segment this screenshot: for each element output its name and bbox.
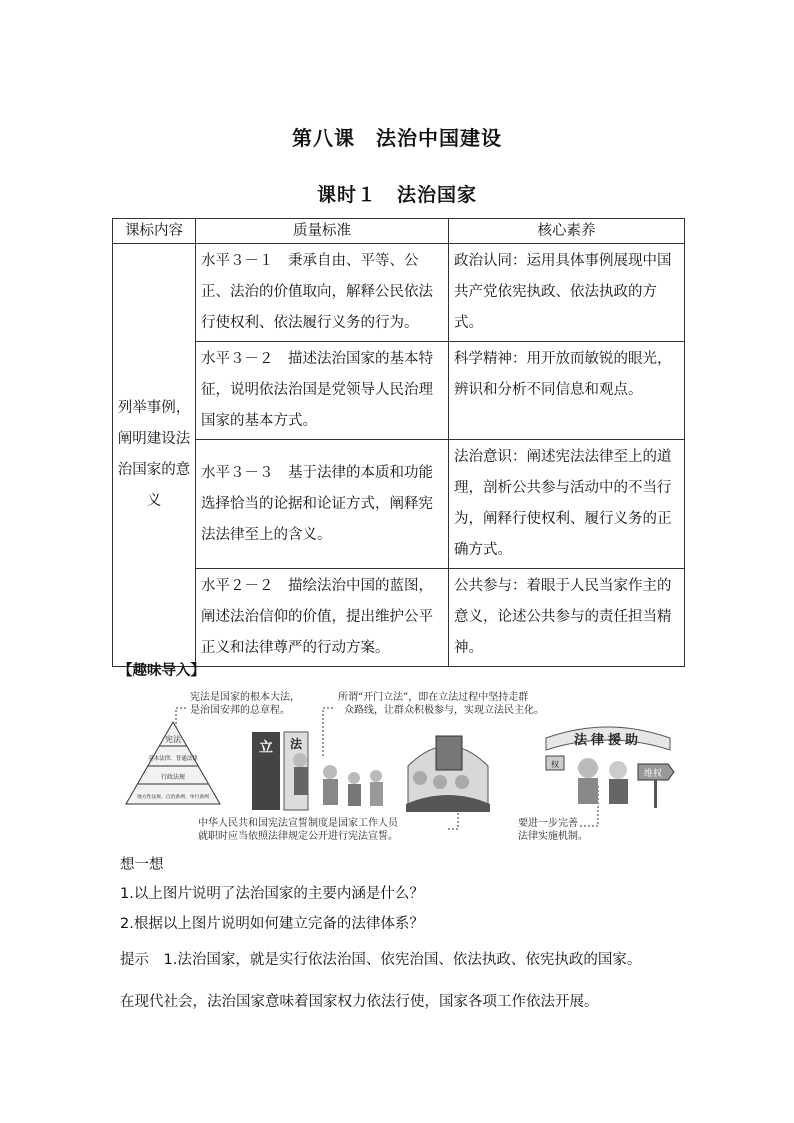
person-icon <box>578 758 598 778</box>
person-icon <box>348 772 360 784</box>
table-row <box>113 244 685 342</box>
core-cell: 科学精神：用开放而敏锐的眼光，辨识和分析不同信息和观点。 <box>449 342 685 440</box>
question-1: 1.以上图片说明了法治国家的主要内涵是什么？ <box>120 886 424 902</box>
lesson-title: 第八课 法治中国建设 <box>292 126 502 150</box>
person-icon <box>323 765 337 779</box>
header-core: 核心素养 <box>449 219 685 244</box>
sign-weiquan: 维权 <box>643 769 663 779</box>
sign-li: 立 <box>259 740 273 756</box>
legislation-scene <box>252 732 383 810</box>
standard-cell: 列举事例，阐明建设法治国家的意义 <box>113 244 196 667</box>
constitution-book-icon <box>436 736 462 770</box>
person-icon <box>455 775 469 789</box>
pyramid-level: 宪法 <box>165 735 181 744</box>
intro-label: 【趣味导入】 <box>118 663 205 679</box>
table-row <box>113 342 685 440</box>
caption-oath-1: 中华人民共和国宪法宣誓制度是国家工作人员 <box>198 818 398 829</box>
hint-line-1: 提示 1.法治国家，就是实行依法治国、依宪治国、依法执政、依宪执政的国家。 <box>120 952 642 968</box>
quality-cell: 水平２－２ 描绘法治中国的蓝图，阐述法治信仰的价值，提出维护公平正义和法律尊严的行动方案。 <box>196 569 449 667</box>
think-heading: 想一想 <box>120 857 164 873</box>
core-cell: 公共参与：着眼于人民当家作主的意义，论述公共参与的责任担当精神。 <box>449 569 685 667</box>
sign-fa: 法 <box>289 737 303 751</box>
quality-cell: 水平３－３ 基于法律的本质和功能选择恰当的论据和论证方式，阐释宪法法律至上的含义。 <box>196 440 449 569</box>
caption-legal-aid-2: 法律实施机制。 <box>518 831 588 842</box>
pyramid-level: 地方性法规、自治条例、单行条例 <box>137 795 209 800</box>
caption-legal-aid-1: 要进一步完善 <box>518 818 578 829</box>
hint-line-2: 在现代社会，法治国家意味着国家权力依法行使，国家各项工作依法开展。 <box>120 994 599 1010</box>
caption-open-legislation-2: 众路线，让群众积极参与，实现立法民主化。 <box>344 705 544 716</box>
person-icon <box>294 767 308 795</box>
caption-constitution-1: 宪法是国家的根本大法， <box>190 692 300 703</box>
person-icon <box>323 779 338 805</box>
pyramid-level: 行政法规 <box>160 774 186 781</box>
caption-constitution-2: 是治国安邦的总章程。 <box>190 705 290 716</box>
legal-aid-scene <box>546 727 674 808</box>
person-icon <box>413 771 427 785</box>
header-standard: 课标内容 <box>113 219 196 244</box>
caption-open-legislation-1: 所谓“开门立法”，即在立法过程中坚持走群 <box>338 692 529 703</box>
core-cell: 政治认同：运用具体事例展现中国共产党依宪执政、依法执政的方式。 <box>449 244 685 342</box>
caption-oath-2: 就职时应当依照法律规定公开进行宪法宣誓。 <box>198 831 398 842</box>
pyramid-level: 基本法律、普通法律 <box>148 756 198 762</box>
person-icon <box>433 775 447 789</box>
curriculum-table <box>112 218 685 667</box>
oath-scene <box>406 736 490 812</box>
person-icon <box>370 782 383 806</box>
person-icon <box>609 761 627 779</box>
legal-aid-banner: 法律援助 <box>573 733 643 748</box>
core-cell: 法治意识：阐述宪法法律至上的道理，剖析公共参与活动中的不当行为，阐释行使权利、履行义务的正确方式。 <box>449 440 685 569</box>
header-quality: 质量标准 <box>196 219 449 244</box>
person-icon <box>609 779 628 804</box>
quality-cell: 水平３－１ 秉承自由、平等、公正、法治的价值取向，解释公民依法行使权利、依法履行义务的行为。 <box>196 244 449 342</box>
table-row <box>113 440 685 569</box>
arrow-dotted-icon <box>323 708 334 756</box>
law-illustration <box>118 686 678 846</box>
quality-cell: 水平３－２ 描述法治国家的基本特征，说明依法治国是党领导人民治理国家的基本方式。 <box>196 342 449 440</box>
person-icon <box>348 784 361 806</box>
law-pyramid <box>126 722 220 804</box>
person-icon <box>578 778 598 804</box>
table-row <box>113 569 685 667</box>
person-icon <box>293 753 307 767</box>
lesson-subtitle: 课时１ 法治国家 <box>316 184 477 206</box>
table-header-row <box>113 219 685 244</box>
sign-right: 权 <box>551 760 559 769</box>
person-icon <box>370 770 382 782</box>
question-2: 2.根据以上图片说明如何建立完备的法律体系？ <box>120 916 424 932</box>
